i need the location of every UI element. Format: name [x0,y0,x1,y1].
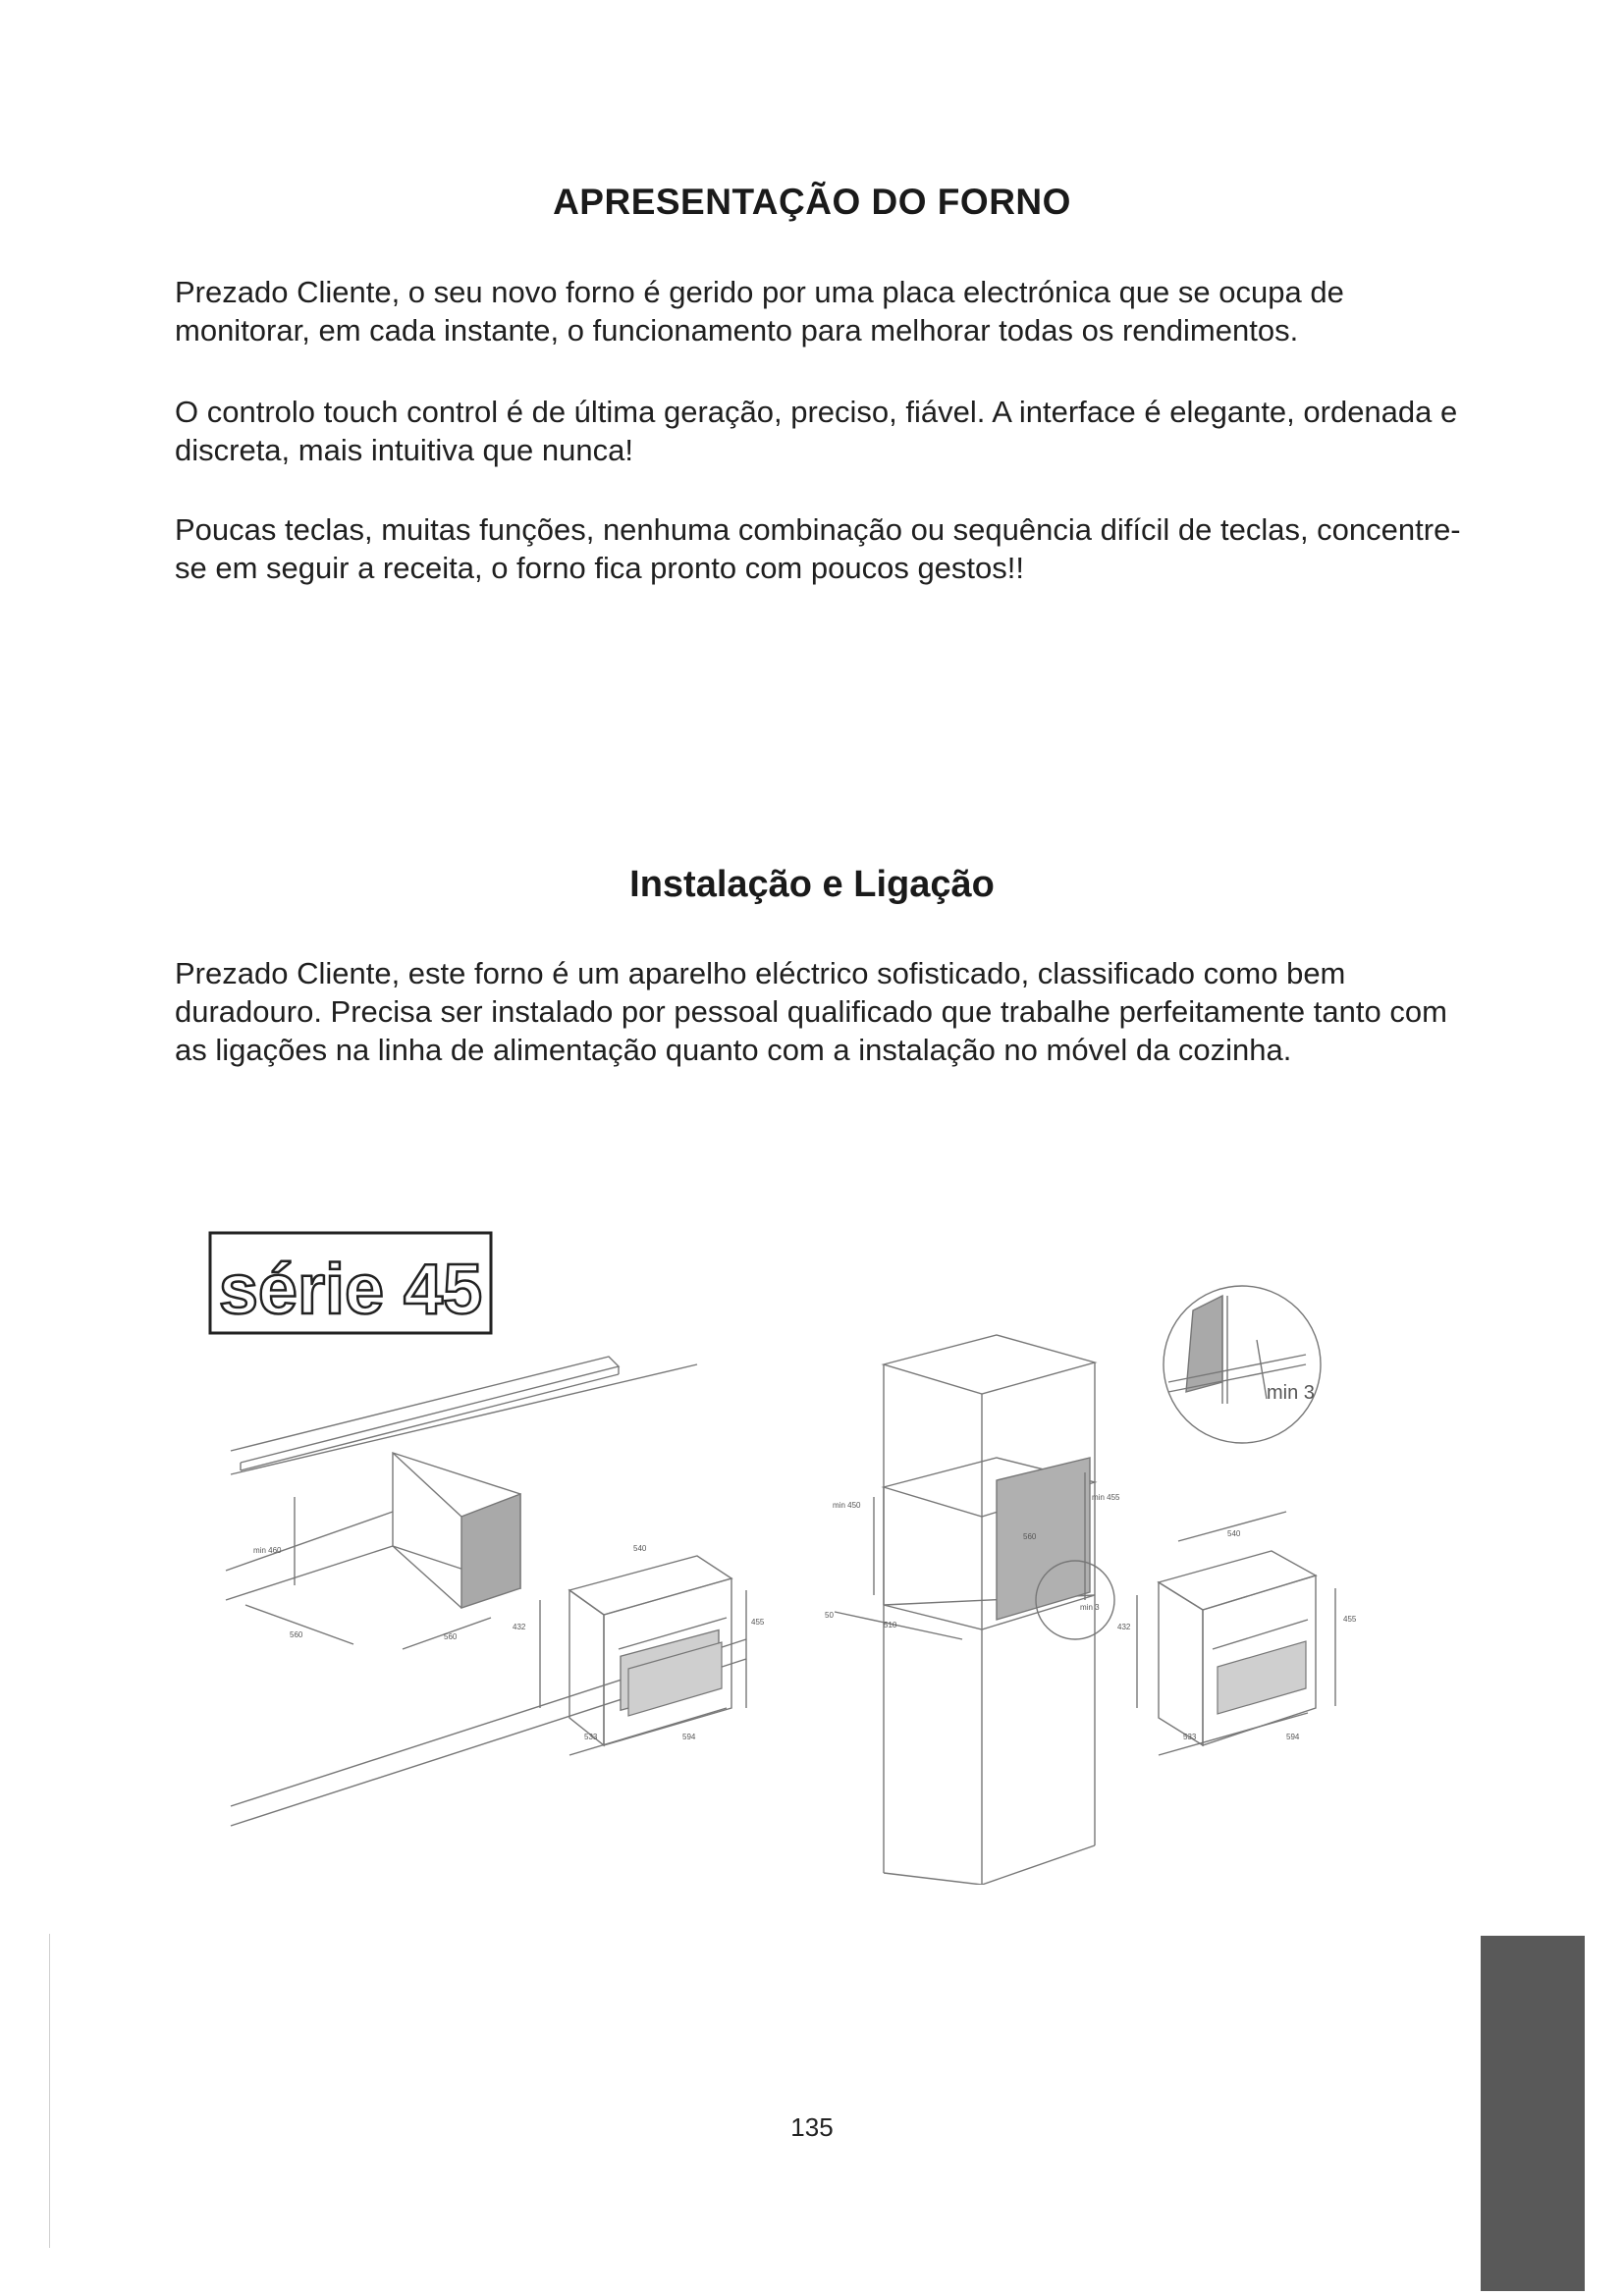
dim-oven-front-right: 594 [1286,1733,1300,1741]
dim-niche-depth-left: 560 [290,1630,303,1639]
dim-oven-width-right: 540 [1227,1529,1241,1538]
dim-gap-right: min 3 [1080,1603,1100,1612]
dim-oven-height-right: 455 [1343,1615,1357,1624]
dim-niche-height-right-b: min 455 [1092,1493,1120,1502]
dim-oven-body-left: 432 [513,1623,526,1631]
installation-diagram [196,1217,1424,1885]
detail-min-gap-label: min 3 [1267,1382,1315,1404]
under-counter-installation [226,1357,746,1826]
dim-column-offset: 50 [825,1611,834,1620]
series-logo-text: série 45 [218,1251,483,1329]
intro-paragraph-2: O controlo touch control é de última geração, preciso, fiável. A interface é elegante, ordenada e discreta, mais intuitiva que nunca! [175,395,1458,467]
oven-front-panels [628,1641,1306,1716]
margin-line [49,1934,50,2248]
dim-column-depth: 510 [884,1621,897,1629]
dim-oven-depth-left: 533 [584,1733,598,1741]
dim-niche-width-right: 560 [1023,1532,1037,1541]
series-logo [210,1233,491,1333]
intro-paragraph-1: Prezado Cliente, o seu novo forno é gerido por uma placa electrónica que se ocupa de monitorar, em cada instante, o funcionamento para melhorar todas os rendimentos. [175,275,1344,347]
dim-niche-height-left: min 460 [253,1546,282,1555]
dim-niche-height-right-a: min 450 [833,1501,861,1510]
installation-paragraph: Prezado Cliente, este forno é um aparelho eléctrico sofisticado, classificado como bem duradouro. Precisa ser instalado por pessoal qualificado que trabalhe perfeitamente tanto com as ligações na linha de alimentação quanto com a instalação no móvel da cozinha. [175,956,1447,1067]
section-title-installation: Instalação e Ligação [629,864,995,905]
dim-niche-width-left: 560 [444,1632,458,1641]
dim-oven-body-right: 432 [1117,1623,1131,1631]
page-title: APRESENTAÇÃO DO FORNO [553,182,1071,222]
dim-oven-width-left: 540 [633,1544,647,1553]
intro-paragraph-3: Poucas teclas, muitas funções, nenhuma combinação ou sequência difícil de teclas, concentre-se em seguir a receita, o forno fica pronto com poucos gestos!! [175,512,1461,585]
dim-oven-depth-right: 533 [1183,1733,1197,1741]
column-installation [835,1286,1335,1885]
page-number: 135 [790,2112,834,2142]
dim-oven-height-left: 455 [751,1618,765,1627]
dim-oven-front-left: 594 [682,1733,696,1741]
